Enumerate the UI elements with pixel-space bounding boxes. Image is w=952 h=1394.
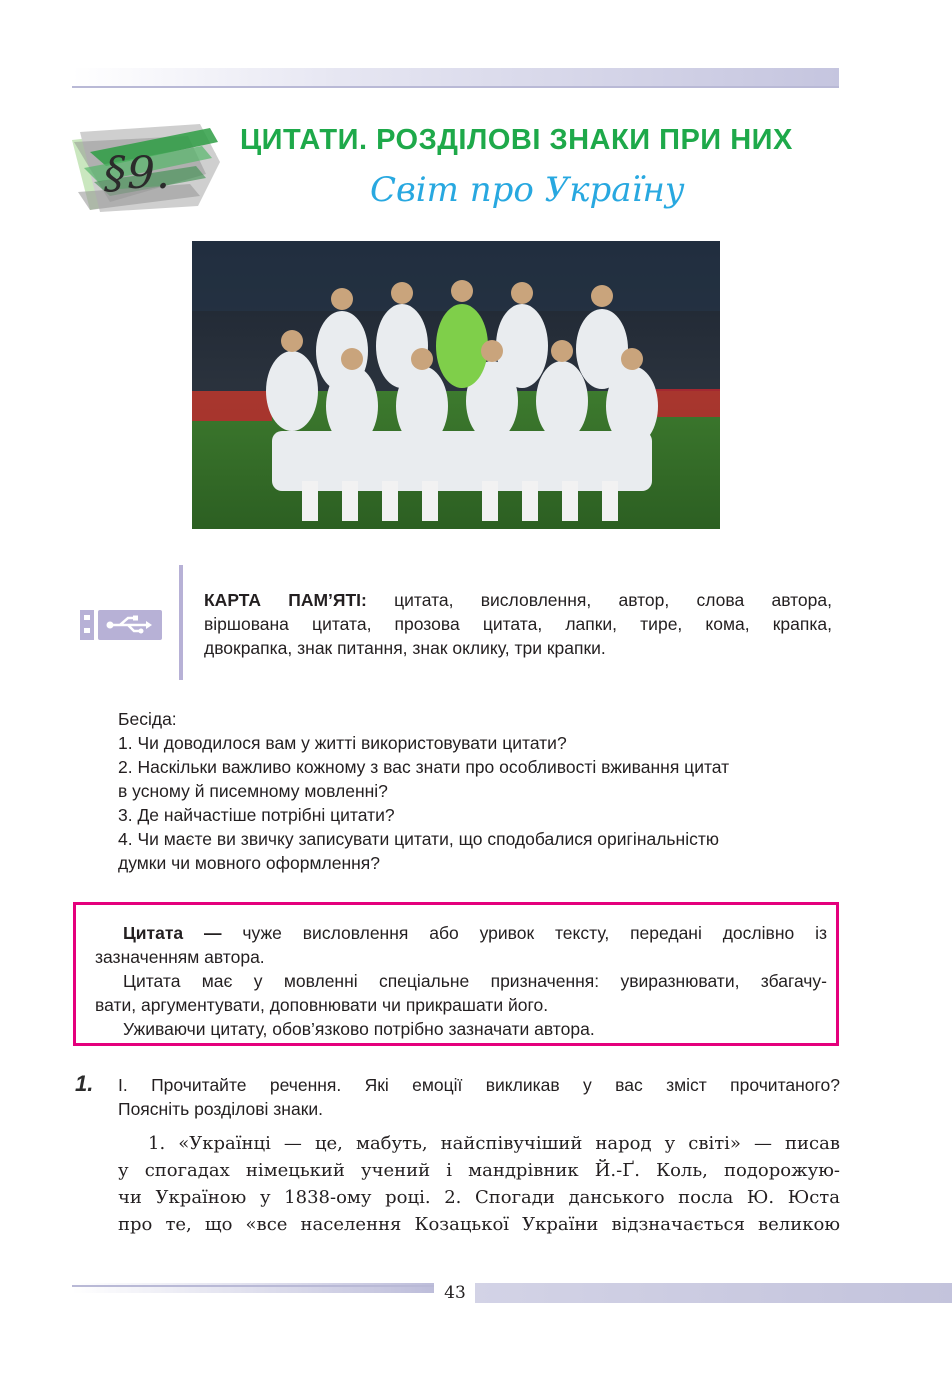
- exercise-text-line: чи Україною у 1838-ому році. 2. Спогади данського посла Ю. Юста: [118, 1187, 840, 1208]
- header-bar: [72, 68, 839, 88]
- conversation-line: в усному й писемному мовленні?: [118, 781, 388, 801]
- page-number: 43: [444, 1283, 466, 1303]
- footer-rule: [72, 1285, 434, 1287]
- memory-card-rule: [179, 565, 183, 680]
- conversation-line: 4. Чи маєте ви звичку записувати цитати, що сподобалися оригінальністю: [118, 829, 719, 849]
- header-rule: [72, 86, 839, 88]
- exercise-text-line: 1. «Українці — це, мабуть, найспівучіший народ у світі» — писав: [148, 1133, 840, 1154]
- usb-icon: [80, 610, 162, 640]
- conversation-line: 3. Де найчастіше потрібні цитати?: [118, 805, 395, 825]
- team-photo: [192, 241, 720, 529]
- definition-line3: Цитата має у мовленні спеціальне призначення: увиразнювати, збагачу-: [123, 971, 827, 991]
- conversation-line: думки чи мовного оформлення?: [118, 853, 381, 873]
- exercise-text: [118, 1130, 840, 1238]
- exercise-text-line: про те, що «все населення Козацької України відзначається великою: [118, 1214, 840, 1235]
- conversation-line: 2. Наскільки важливо кожному з вас знати про особливості вживання цитат: [118, 757, 730, 777]
- exercise-task: [118, 1073, 840, 1121]
- definition-line1: чуже висловлення або уривок тексту, передані дослівно із: [221, 923, 827, 943]
- page-title: ЦИТАТИ. РОЗДІЛОВІ ЗНАКИ ПРИ НИХ: [240, 124, 793, 156]
- memory-card: [204, 588, 832, 660]
- exercise-task-line2: Поясніть розділові знаки.: [118, 1099, 323, 1119]
- exercise-number: 1.: [75, 1071, 94, 1096]
- memory-card-line2: віршована цитата, прозова цитата, лапки, тире, кома, крапка,: [204, 614, 832, 634]
- page-subtitle: Світ про Україну: [370, 170, 685, 210]
- definition-line5: Уживаючи цитату, обов’язково потрібно зазначати автора.: [123, 1019, 595, 1039]
- conversation-heading: Бесіда:: [118, 709, 177, 729]
- memory-card-label: КАРТА ПАМ’ЯТІ:: [204, 590, 367, 610]
- definition-term: Цитата —: [123, 923, 222, 943]
- exercise-task-line1: І. Прочитайте речення. Які емоції викликав у вас зміст прочитаного?: [118, 1075, 840, 1095]
- conversation-line: 1. Чи доводилося вам у житті використовувати цитати?: [118, 733, 567, 753]
- memory-card-line3: двокрапка, знак питання, знак оклику, три крапки.: [204, 638, 606, 658]
- footer-bar-right: [475, 1283, 952, 1303]
- section-number: §9.: [104, 148, 171, 199]
- memory-card-line1: цитата, висловлення, автор, слова автора,: [366, 590, 832, 610]
- definition-box: [73, 902, 839, 1046]
- exercise-text-line: у спогадах німецький учений і мандрівник Й.-Ґ. Коль, подорожую-: [118, 1160, 840, 1181]
- definition-line4: вати, аргументувати, доповнювати чи прикрашати його.: [95, 995, 549, 1015]
- conversation: [118, 707, 840, 875]
- definition-line2: зазначенням автора.: [95, 947, 265, 967]
